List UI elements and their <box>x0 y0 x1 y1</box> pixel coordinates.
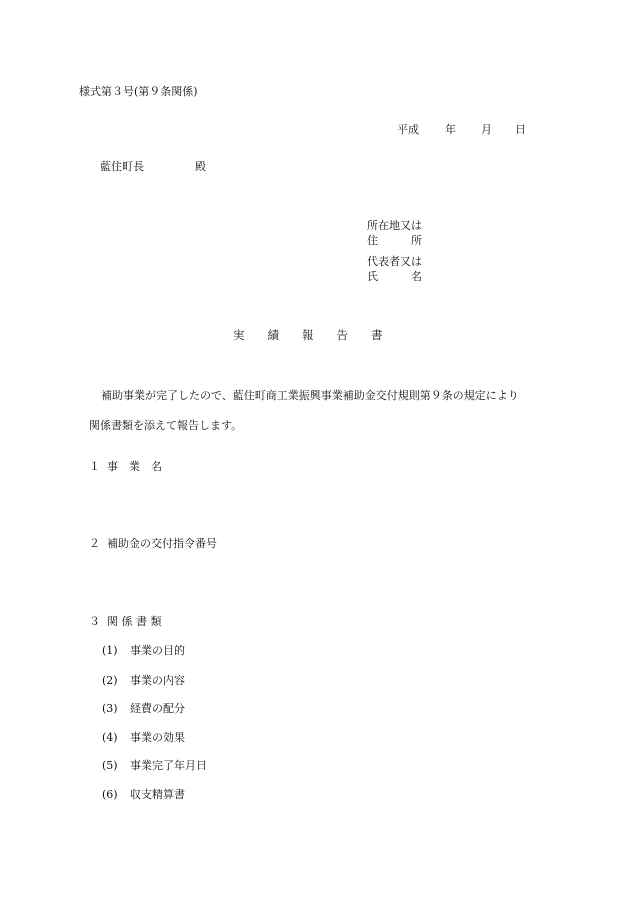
address-label-1: 所在地又は <box>367 219 422 232</box>
body-line-1: 補助事業が完了したので、藍住町商工業振興事業補助金交付規則第９条の規定により <box>101 389 519 402</box>
item-label: 事業の目的 <box>130 644 185 657</box>
item-number: (1) <box>102 644 118 657</box>
body-line-2: 関係書類を添えて報告します。 <box>89 419 243 432</box>
item-label: 事業の内容 <box>130 674 185 687</box>
item-label: 事業の効果 <box>130 731 185 744</box>
section-label: 事 業 名 <box>107 460 162 473</box>
address-label-2: 住 所 <box>367 234 422 247</box>
item-number: (4) <box>102 731 118 744</box>
item-number: (3) <box>102 702 118 715</box>
item-label: 事業完了年月日 <box>130 759 207 772</box>
date-month: 月 <box>481 123 492 136</box>
item-label: 収支精算書 <box>130 788 185 801</box>
section-number: １ <box>89 460 100 473</box>
representative-label-2: 氏 名 <box>367 270 422 283</box>
addressee-honorific: 殿 <box>195 160 206 173</box>
date-day: 日 <box>515 123 526 136</box>
item-label: 経費の配分 <box>130 702 185 715</box>
form-number: 様式第３号(第９条関係) <box>79 85 198 98</box>
section-number: ２ <box>89 537 100 550</box>
date-year: 年 <box>445 123 456 136</box>
section-label: 関 係 書 類 <box>107 615 162 628</box>
document-title: 実 績 報 告 書 <box>233 328 383 342</box>
section-number: ３ <box>89 615 100 628</box>
date-era: 平成 <box>397 123 419 136</box>
addressee-name: 藍住町長 <box>100 160 144 173</box>
representative-label-1: 代表者又は <box>367 255 422 268</box>
section-label: 補助金の交付指令番号 <box>107 537 217 550</box>
item-number: (5) <box>102 759 118 772</box>
item-number: (6) <box>102 788 118 801</box>
item-number: (2) <box>102 674 118 687</box>
